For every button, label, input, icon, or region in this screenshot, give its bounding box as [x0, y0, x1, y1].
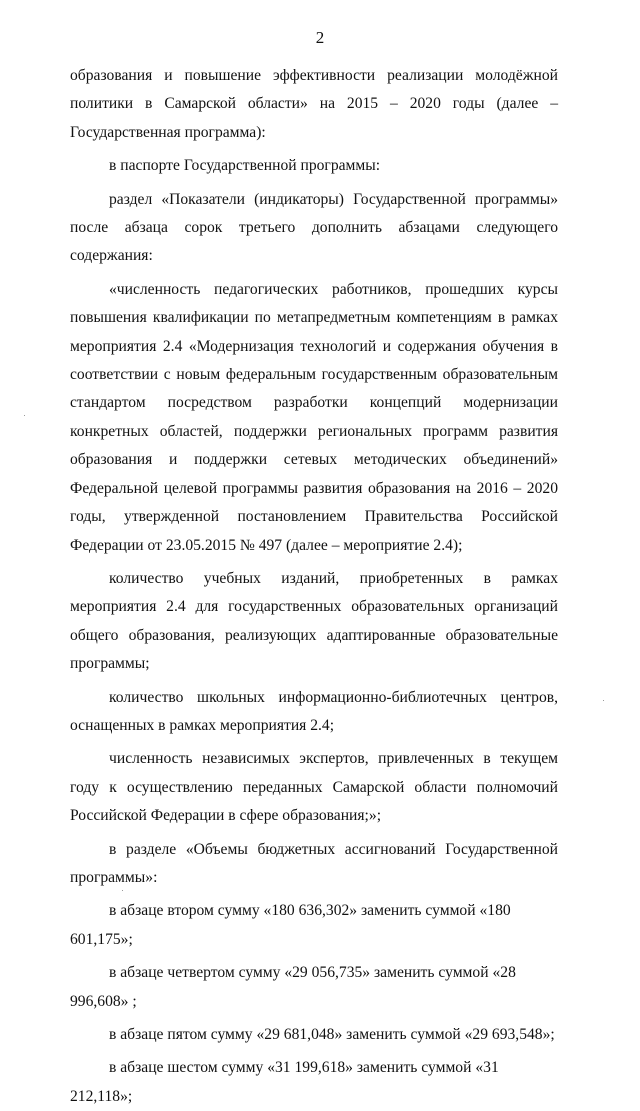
- paragraph-amendment-sixth: в абзаце шестом сумму «31 199,618» заменить суммой «31 212,118»;: [70, 1059, 499, 1105]
- paragraph-budget-section: в разделе «Объемы бюджетных ассигнований Государственной программы»:: [70, 840, 558, 886]
- paragraph-passport: в паспорте Государственной программы:: [109, 157, 381, 175]
- paragraph-amendment-second: в абзаце втором сумму «180 636,302» заменить суммой «180 601,175»;: [70, 902, 511, 948]
- scan-artifact: [122, 890, 123, 891]
- scan-artifact: [603, 700, 604, 701]
- document-body: [70, 62, 558, 1111]
- paragraph-amendment-fourth: в абзаце четвертом сумму «29 056,735» заменить суммой «28 996,608» ;: [70, 964, 516, 1010]
- paragraph-teachers-count: «численность педагогических работников, прошедших курсы повышения квалификации по метапредметным компетенциям в рамках мероприятия 2.4 «Модернизация технологий и содержания обучения в соответствии с новым федеральным государственным образовательным стандартом посредством разработки концепций модернизации конкретных областей, поддержки региональных программ развития образования и поддержки сетевых методических объединений» Федеральной целевой программы развития образования на 2016 – 2020 годы, утвержденной постановлением Правительства Российской Федерации от 23.05.2015 № 497 (далее – мероприятие 2.4);: [70, 280, 558, 554]
- paragraph-indicators-section: раздел «Показатели (индикаторы) Государственной программы» после абзаца сорок третьего дополнить абзацами следующего содержания:: [70, 190, 558, 265]
- paragraph-amendment-fifth: в абзаце пятом сумму «29 681,048» заменить суммой «29 693,548»;: [109, 1026, 555, 1043]
- scan-artifact: [24, 415, 25, 416]
- page-number: 2: [315, 28, 325, 47]
- paragraph-library-centers: количество школьных информационно-библиотечных центров, оснащенных в рамках мероприятия 2.4;: [70, 688, 558, 734]
- paragraph-program-title-continuation: образования и повышение эффективности реализации молодёжной политики в Самарской области» на 2015 – 2020 годы (далее – Государственная программа):: [70, 67, 558, 141]
- paragraph-textbooks-count: количество учебных изданий, приобретенных в рамках мероприятия 2.4 для государственных образовательных организаций общего образования, реализующих адаптированные образовательные программы;: [70, 569, 558, 673]
- paragraph-independent-experts: численность независимых экспертов, привлеченных в текущем году к осуществлению переданных Самарской области полномочий Российской Федерации в сфере образования;»;: [70, 750, 558, 825]
